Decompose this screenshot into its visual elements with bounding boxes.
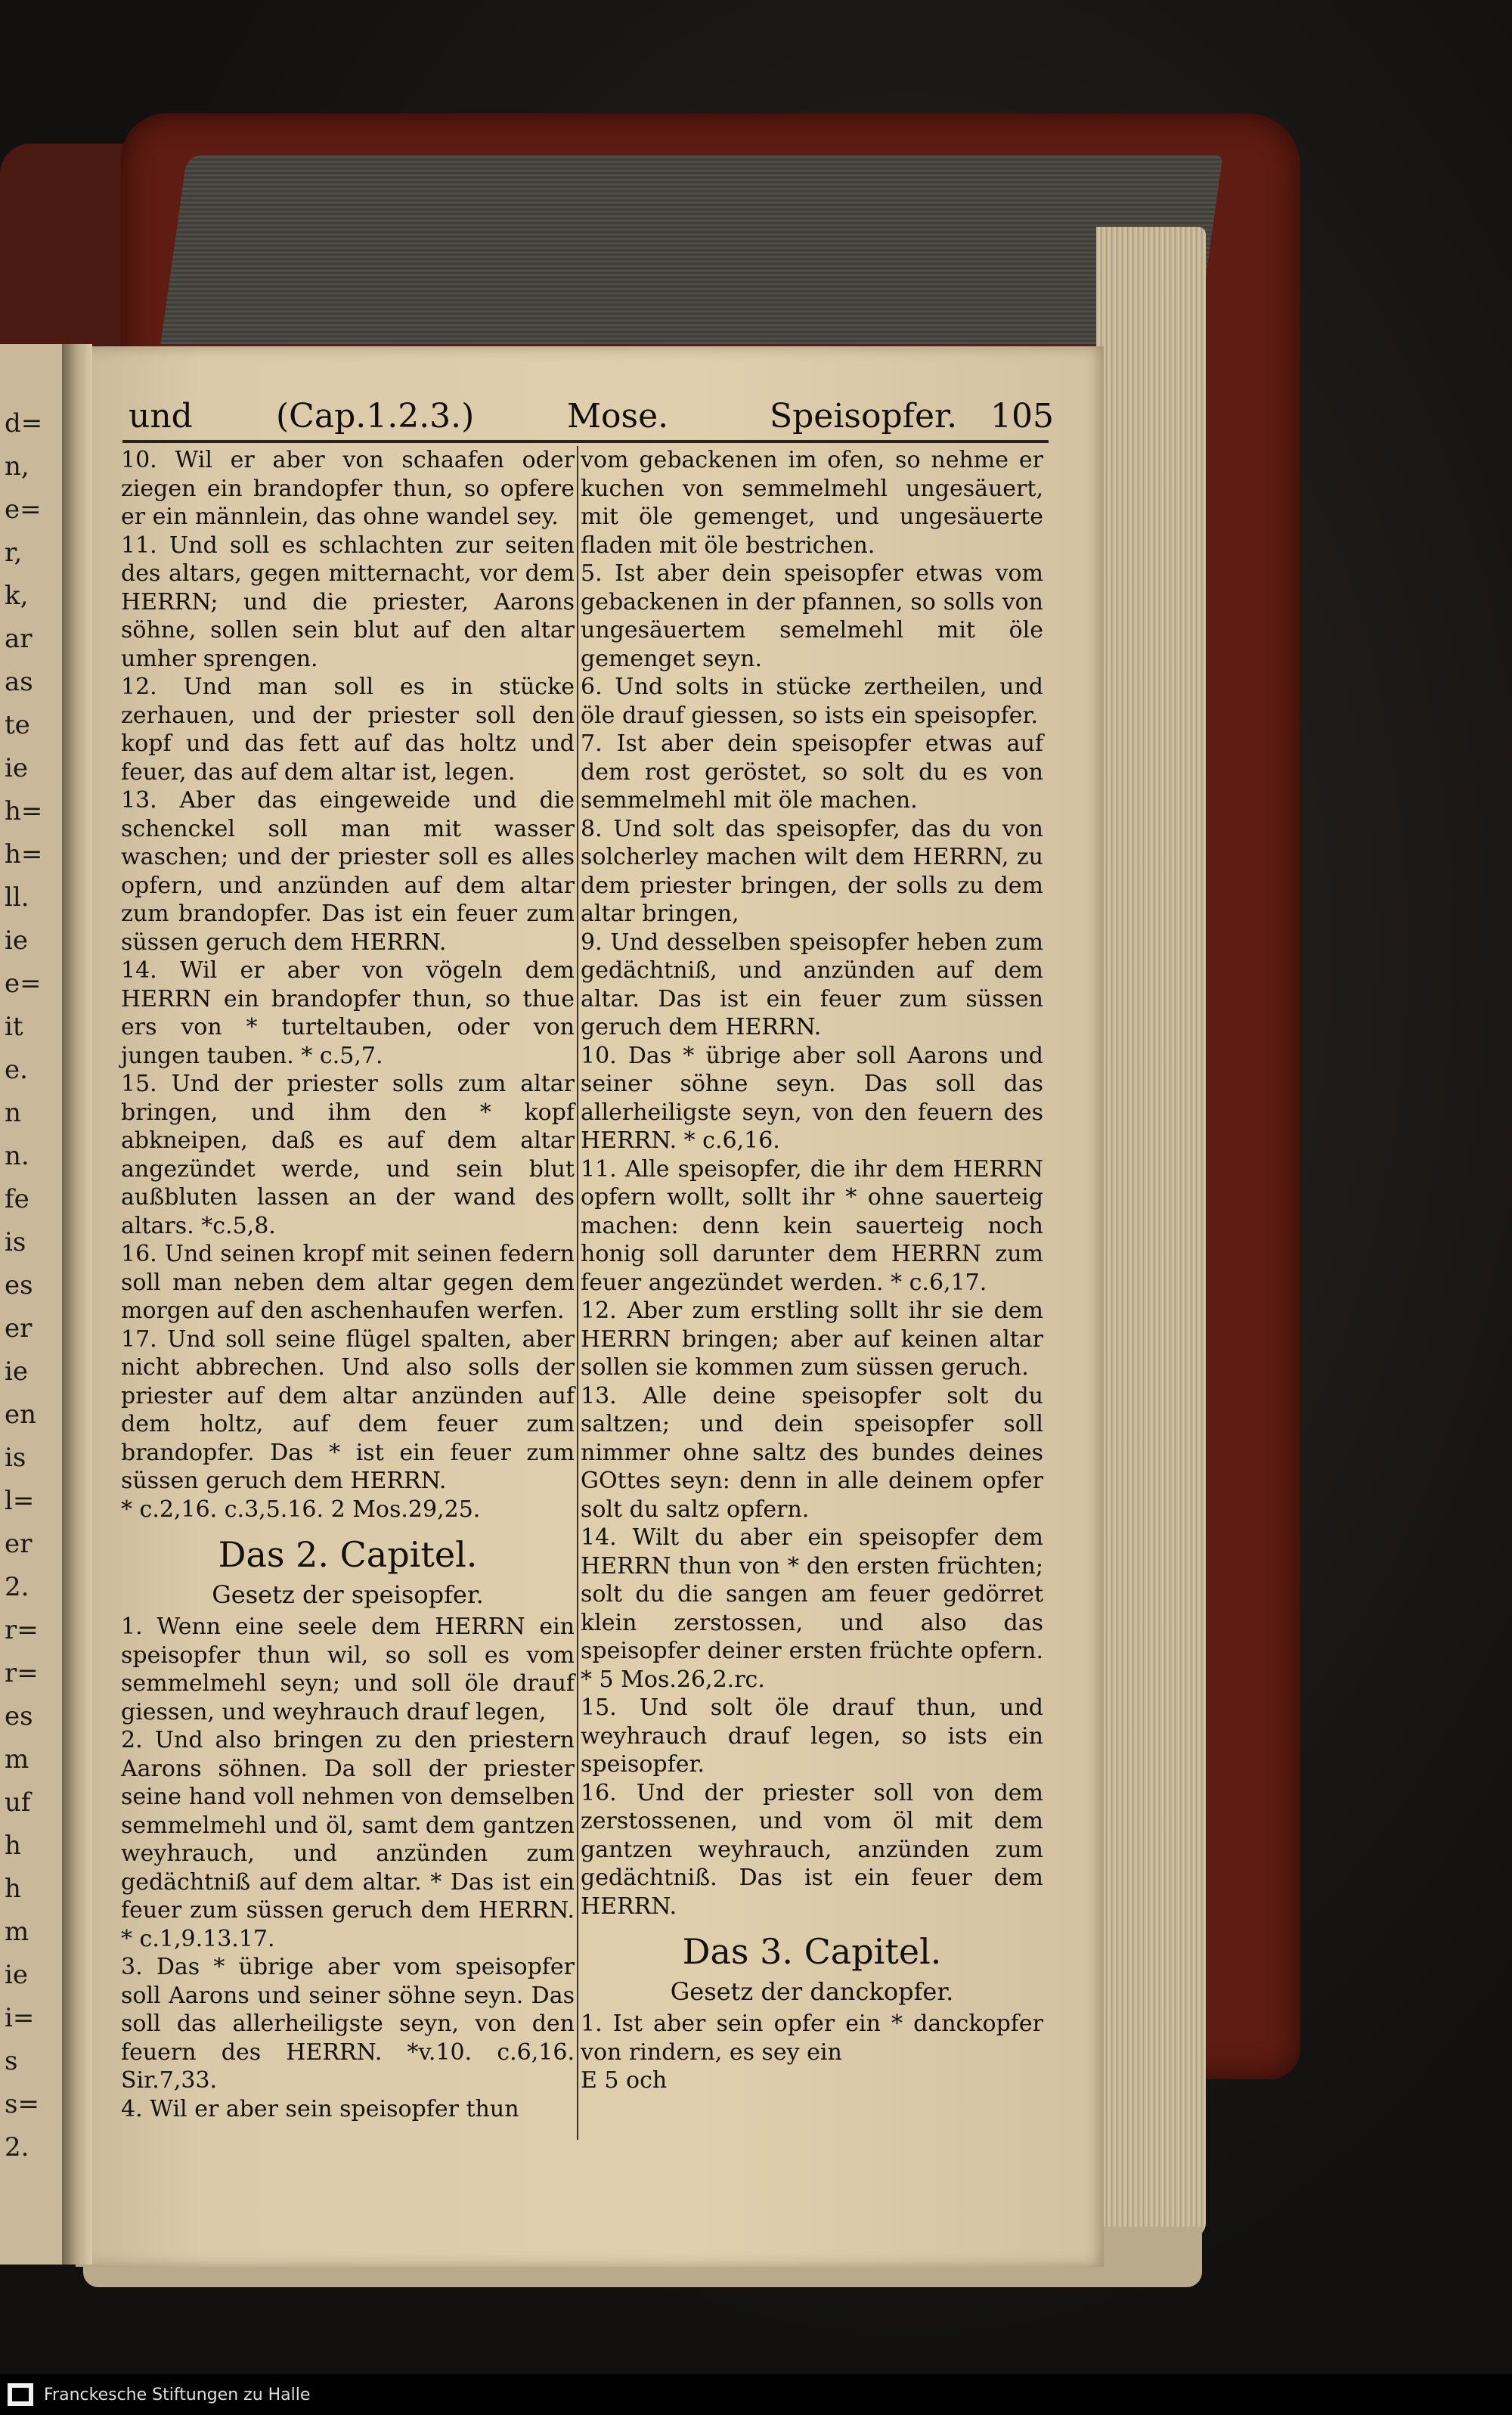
verse-paragraph: 12. Aber zum erstling sollt ihr sie dem HERRN bringen; aber auf keinen altar sollen sie kommen zum süssen geruch.	[581, 1297, 1043, 1381]
margin-fragment: ie	[5, 925, 28, 956]
margin-fragment: as	[5, 667, 33, 697]
margin-fragment: k,	[5, 581, 29, 611]
verse-paragraph: 10. Das * übrige aber soll Aarons und seiner söhne seyn. Das soll das allerheiligste seyn, von den feuern des HERRN. * c.6,16.	[581, 1042, 1043, 1154]
header-rule	[122, 440, 1049, 443]
chapter-3-heading: Das 3. Capitel.	[682, 1931, 942, 1972]
margin-fragment: er	[5, 1313, 33, 1344]
chapter-2-heading: Das 2. Capitel.	[218, 1534, 478, 1575]
left-page-margin-text	[0, 408, 45, 2223]
margin-fragment: es	[5, 1701, 33, 1731]
margin-fragment: n,	[5, 451, 29, 482]
margin-fragment: m	[5, 1917, 29, 1947]
verse-paragraph: 11. Und soll es schlachten zur seiten des altars, gegen mitternacht, vor dem HERRN; und die priester, Aarons söhne, sollen sein blut auf den altar umher sprengen.	[121, 532, 575, 672]
margin-fragment: en	[5, 1400, 37, 1430]
left-verses-chapter2	[121, 1613, 575, 2123]
verse-paragraph: 14. Wil er aber von vögeln dem HERRN ein brandopfer thun, so thue ers von * turteltauben, oder von jungen tauben. * c.5,7.	[121, 957, 575, 1069]
verse-paragraph: 3. Das * übrige aber vom speisopfer soll Aarons und seiner söhne seyn. Das soll das allerheiligste seyn, von den feuern des HERRN. *v.10. c.6,16. Sir.7,33.	[121, 1954, 575, 2094]
header-book: Mose.	[567, 397, 669, 436]
verse-paragraph: 1. Wenn eine seele dem HERRN ein speisopfer thun wil, so soll es vom semmelmehl seyn; und soll öle drauf giessen, und weyhrauch drauf legen,	[121, 1614, 575, 1725]
verse-paragraph: * c.2,16. c.3,5.16. 2 Mos.29,25.	[121, 1496, 481, 1523]
margin-fragment: ie	[5, 1356, 28, 1387]
verse-paragraph: 7. Ist aber dein speisopfer etwas auf dem rost geröstet, so solt du es von semmelmehl mit öle machen.	[581, 730, 1043, 814]
margin-fragment: ie	[5, 753, 28, 783]
margin-fragment: n	[5, 1098, 21, 1128]
page-number: 105	[990, 397, 1054, 436]
left-verses-chapter1	[121, 446, 575, 1524]
margin-fragment: h=	[5, 796, 43, 826]
book-gutter	[62, 344, 92, 2265]
margin-fragment: e=	[5, 494, 42, 525]
verse-paragraph: 2. Und also bringen zu den priestern Aarons söhnen. Da soll der priester seine hand voll nehmen von demselben semmelmehl und öl, samt dem gantzen weyhrauch, und anzünden zum gedächtniß auf dem altar. * Das ist ein feuer zum süssen geruch dem HERRN. * c.1,9.13.17.	[121, 1727, 575, 1952]
header-left: und	[129, 397, 193, 436]
margin-fragment: 2.	[5, 2132, 29, 2162]
left-column	[121, 446, 575, 2123]
margin-fragment: ll.	[5, 882, 29, 913]
margin-fragment: h	[5, 1874, 21, 1904]
verse-paragraph: 13. Aber das eingeweide und die schenckel soll man mit wasser waschen; und der priester soll es alles opfern, und anzünden auf dem altar zum brandopfer. Das ist ein feuer zum süssen geruch dem HERRN.	[121, 787, 575, 956]
verse-paragraph: 17. Und soll seine flügel spalten, aber nicht abbrechen. Und also solls der priester auf dem altar anzünden auf dem holtz, auf dem feuer zum brandopfer. Das * ist ein feuer zum süssen geruch dem HERRN.	[121, 1325, 575, 1494]
running-header	[129, 397, 1054, 442]
verse-paragraph: 16. Und der priester soll von dem zerstossenen, und vom öl mit dem gantzen weyhrauch, anzünden zum gedächtniß. Das ist ein feuer dem HERRN.	[581, 1779, 1043, 1920]
margin-fragment: is	[5, 1443, 26, 1473]
margin-fragment: r=	[5, 1658, 39, 1688]
margin-fragment: fe	[5, 1184, 29, 1214]
footer-bar	[0, 2374, 1512, 2415]
verse-paragraph: 1. Ist aber sein opfer ein * danckopfer von rindern, es sey ein	[581, 2010, 1043, 2066]
margin-fragment: s	[5, 2046, 18, 2076]
margin-fragment: es	[5, 1270, 33, 1301]
right-verses-chapter2	[581, 446, 1043, 1921]
margin-fragment: r,	[5, 538, 23, 568]
right-verses-chapter3	[581, 2010, 1043, 2095]
margin-fragment: i=	[5, 2003, 35, 2033]
margin-fragment: h	[5, 1831, 21, 1861]
chapter-2-subtitle: Gesetz der speisopfer.	[212, 1580, 484, 1609]
margin-fragment: ar	[5, 624, 33, 654]
verse-paragraph: 6. Und solts in stücke zertheilen, und öle drauf giessen, so ists ein speisopfer.	[581, 674, 1043, 729]
margin-fragment: s=	[5, 2089, 39, 2119]
verse-paragraph: 9. Und desselben speisopfer heben zum gedächtniß, und anzünden auf dem altar. Das ist ein feuer zum süssen geruch dem HERRN.	[581, 928, 1043, 1040]
verse-paragraph: 16. Und seinen kropf mit seinen federn soll man neben dem altar gegen dem morgen auf den aschenhaufen werfen.	[121, 1241, 575, 1324]
header-chapter-ref: (Cap.1.2.3.)	[276, 397, 475, 436]
margin-fragment: ie	[5, 1960, 28, 1990]
verse-paragraph: 15. Und der priester solls zum altar bringen, und ihm den * kopf abkneipen, daß es auf dem altar angezündet werde, und sein blut außbluten lassen an der wand des altars. *c.5,8.	[121, 1071, 575, 1239]
verse-paragraph: 10. Wil er aber von schaafen oder ziegen ein brandopfer thun, so opfere er ein männlein, das ohne wandel sey.	[121, 447, 575, 530]
footer-credit: Franckesche Stiftungen zu Halle	[44, 2386, 311, 2404]
margin-fragment: te	[5, 710, 30, 740]
header-section: Speisopfer.	[770, 397, 958, 436]
margin-fragment: is	[5, 1227, 26, 1257]
verse-paragraph: 5. Ist aber dein speisopfer etwas vom gebackenen in der pfannen, so solls von ungesäuertem semelmehl mit öle gemenget seyn.	[581, 560, 1043, 672]
institution-logo-icon	[8, 2383, 33, 2406]
right-column	[581, 446, 1043, 2095]
margin-fragment: l=	[5, 1486, 35, 1516]
margin-fragment: er	[5, 1529, 33, 1559]
verse-paragraph: 11. Alle speisopfer, die ihr dem HERRN opfern wollt, sollt ihr * ohne sauerteig machen: denn kein sauerteig noch honig soll darunter dem HERRN zum feuer angezündet werden. * c.6,17.	[581, 1155, 1043, 1296]
page-block-right-edge	[1096, 227, 1206, 2238]
margin-fragment: uf	[5, 1787, 31, 1818]
verse-paragraph: E 5 och	[581, 2067, 668, 2094]
margin-fragment: d=	[5, 408, 43, 439]
margin-fragment: e.	[5, 1055, 28, 1085]
margin-fragment: h=	[5, 839, 43, 870]
page-block-top-edge	[160, 155, 1222, 344]
verse-paragraph: 13. Alle deine speisopfer solt du saltzen; und dein speisopfer soll nimmer ohne saltz des bundes deines GOttes seyn: denn in alle deinem opfer solt du saltz opfern.	[581, 1382, 1043, 1523]
margin-fragment: it	[5, 1012, 23, 1042]
verse-paragraph: 8. Und solt das speisopfer, das du von solcherley machen wilt dem HERRN, zu dem priester bringen, der solls zu dem altar bringen,	[581, 815, 1043, 927]
verse-paragraph: 15. Und solt öle drauf thun, und weyhrauch drauf legen, so ists ein speisopfer.	[581, 1694, 1043, 1778]
chapter-3-subtitle: Gesetz der danckopfer.	[670, 1977, 954, 2006]
margin-fragment: n.	[5, 1141, 29, 1171]
margin-fragment: 2.	[5, 1572, 29, 1602]
column-divider	[577, 446, 578, 2140]
verse-paragraph: 12. Und man soll es in stücke zerhauen, und der priester soll den kopf und das fett auf das holtz und feuer, das auf dem altar ist, legen.	[121, 674, 575, 786]
margin-fragment: e=	[5, 969, 42, 999]
verse-paragraph: 14. Wilt du aber ein speisopfer dem HERRN thun von * den ersten früchten; solt du die sangen am feuer gedörret klein zerstossen, und also das speisopfer deiner ersten früchte opfern. * 5 Mos.26,2.rc.	[581, 1524, 1043, 1693]
verse-paragraph: 4. Wil er aber sein speisopfer thun	[121, 2095, 519, 2122]
verse-paragraph: vom gebackenen im ofen, so nehme er kuchen von semmelmehl ungesäuert, mit öle gemenget, und ungesäuerte fladen mit öle bestrichen.	[581, 447, 1043, 559]
margin-fragment: r=	[5, 1615, 39, 1645]
margin-fragment: m	[5, 1744, 29, 1775]
